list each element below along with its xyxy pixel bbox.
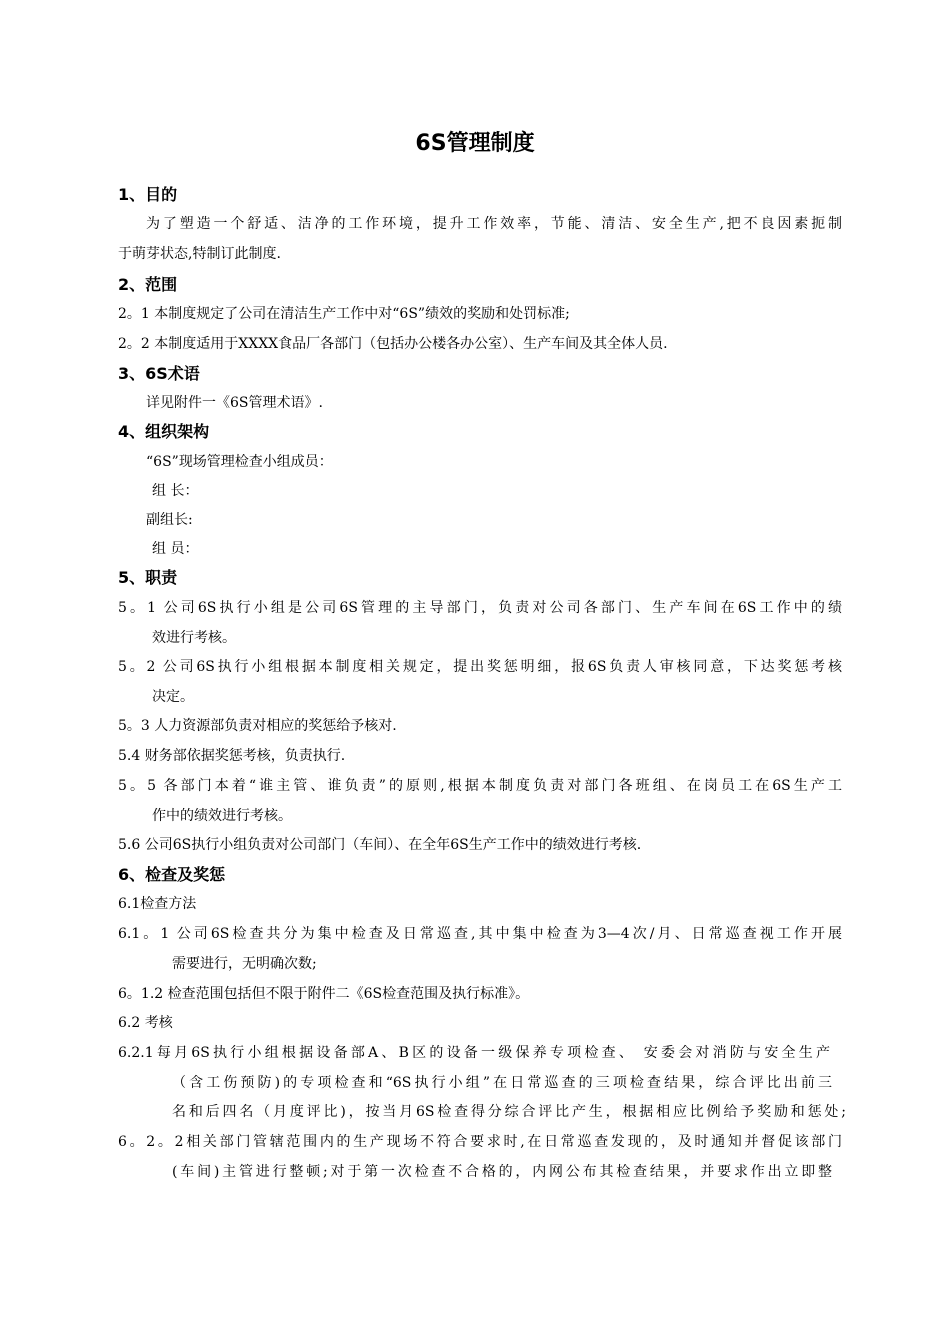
section-6-subheading-1: 6.1检查方法: [118, 896, 197, 912]
section-2-heading: 2、范围: [118, 275, 178, 294]
section-6-subheading-2: 6.2 考核: [118, 1015, 173, 1031]
section-5-item-5-line-2: 作中的绩效进行考核。: [152, 808, 292, 824]
section-5-item-4: 5.4 财务部依据奖惩考核，负责执行.: [118, 748, 346, 764]
section-4-text: “6S”现场管理检查小组成员：: [146, 454, 333, 470]
section-5-item-1-line-2: 效进行考核。: [152, 630, 236, 646]
section-6-item-621-line-1: 6.2.1每月6S执行小组根据设备部A、B区的设备一级保养专项检查、 安委会对消防与安全生产: [118, 1045, 830, 1061]
section-5-item-3: 5。3 人力资源部负责对相应的奖惩给予核对.: [118, 718, 397, 734]
section-6-item-612: 6。1.2 检查范围包括但不限于附件二《6S检查范围及执行标准》。: [118, 986, 530, 1002]
section-6-item-611-line-2: 需要进行，无明确次数;: [172, 956, 317, 972]
section-5-heading: 5、职责: [118, 568, 178, 587]
section-5-item-2-line-1: 5。2 公司6S执行小组根据本制度相关规定，提出奖惩明细，报6S负责人审核同意，下达奖惩考核: [118, 659, 842, 675]
section-4-deputy: 副组长:: [146, 512, 193, 528]
section-5-item-6: 5.6 公司6S执行小组负责对公司部门（车间）、在全年6S生产工作中的绩效进行考核.: [118, 837, 642, 853]
section-3-text: 详见附件一《6S管理术语》.: [146, 395, 323, 411]
section-6-item-622-line-2: (车间)主管进行整顿;对于第一次检查不合格的，内网公布其检查结果，并要求作出立即整: [172, 1164, 832, 1180]
document-title: 6S管理制度: [415, 131, 535, 156]
section-1-heading: 1、目的: [118, 185, 178, 204]
section-2-item-1: 2。1 本制度规定了公司在清洁生产工作中对“6S”绩效的奖励和处罚标准;: [118, 306, 570, 322]
section-6-item-621-line-2: （含工伤预防)的专项检查和“6S执行小组”在日常巡查的三项检查结果，综合评比出前三: [172, 1075, 832, 1091]
section-6-item-621-line-3: 名和后四名（月度评比)，按当月6S检查得分综合评比产生，根据相应比例给予奖励和惩处;: [172, 1104, 846, 1120]
section-4-leader: 组 长：: [152, 483, 199, 499]
section-1-paragraph-line-1: 为了塑造一个舒适、洁净的工作环境，提升工作效率，节能、清洁、安全生产,把不良因素扼制: [146, 216, 842, 232]
section-6-item-611-line-1: 6.1。1 公司6S检查共分为集中检查及日常巡查,其中集中检查为3—4次/月、日常巡查视工作开展: [118, 926, 842, 942]
section-5-item-5-line-1: 5。5 各部门本着“谁主管、谁负责”的原则,根据本制度负责对部门各班组、在岗员工在6S生产工: [118, 778, 842, 794]
section-2-item-2: 2。2 本制度适用于XXXX食品厂各部门（包括办公楼各办公室）、生产车间及其全体人员.: [118, 336, 668, 352]
section-6-item-622-line-1: 6。2。2相关部门管辖范围内的生产现场不符合要求时,在日常巡查发现的，及时通知并督促该部门: [118, 1134, 842, 1150]
section-4-member: 组 员：: [152, 541, 199, 557]
section-3-heading: 3、6S术语: [118, 364, 200, 383]
section-6-heading: 6、检查及奖惩: [118, 865, 226, 884]
section-1-paragraph-line-2: 于萌芽状态,特制订此制度.: [118, 246, 281, 262]
section-5-item-1-line-1: 5。1 公司6S执行小组是公司6S管理的主导部门，负责对公司各部门、生产车间在6S工作中的绩: [118, 600, 842, 616]
section-4-heading: 4、组织架构: [118, 422, 210, 441]
section-5-item-2-line-2: 决定。: [152, 689, 194, 705]
